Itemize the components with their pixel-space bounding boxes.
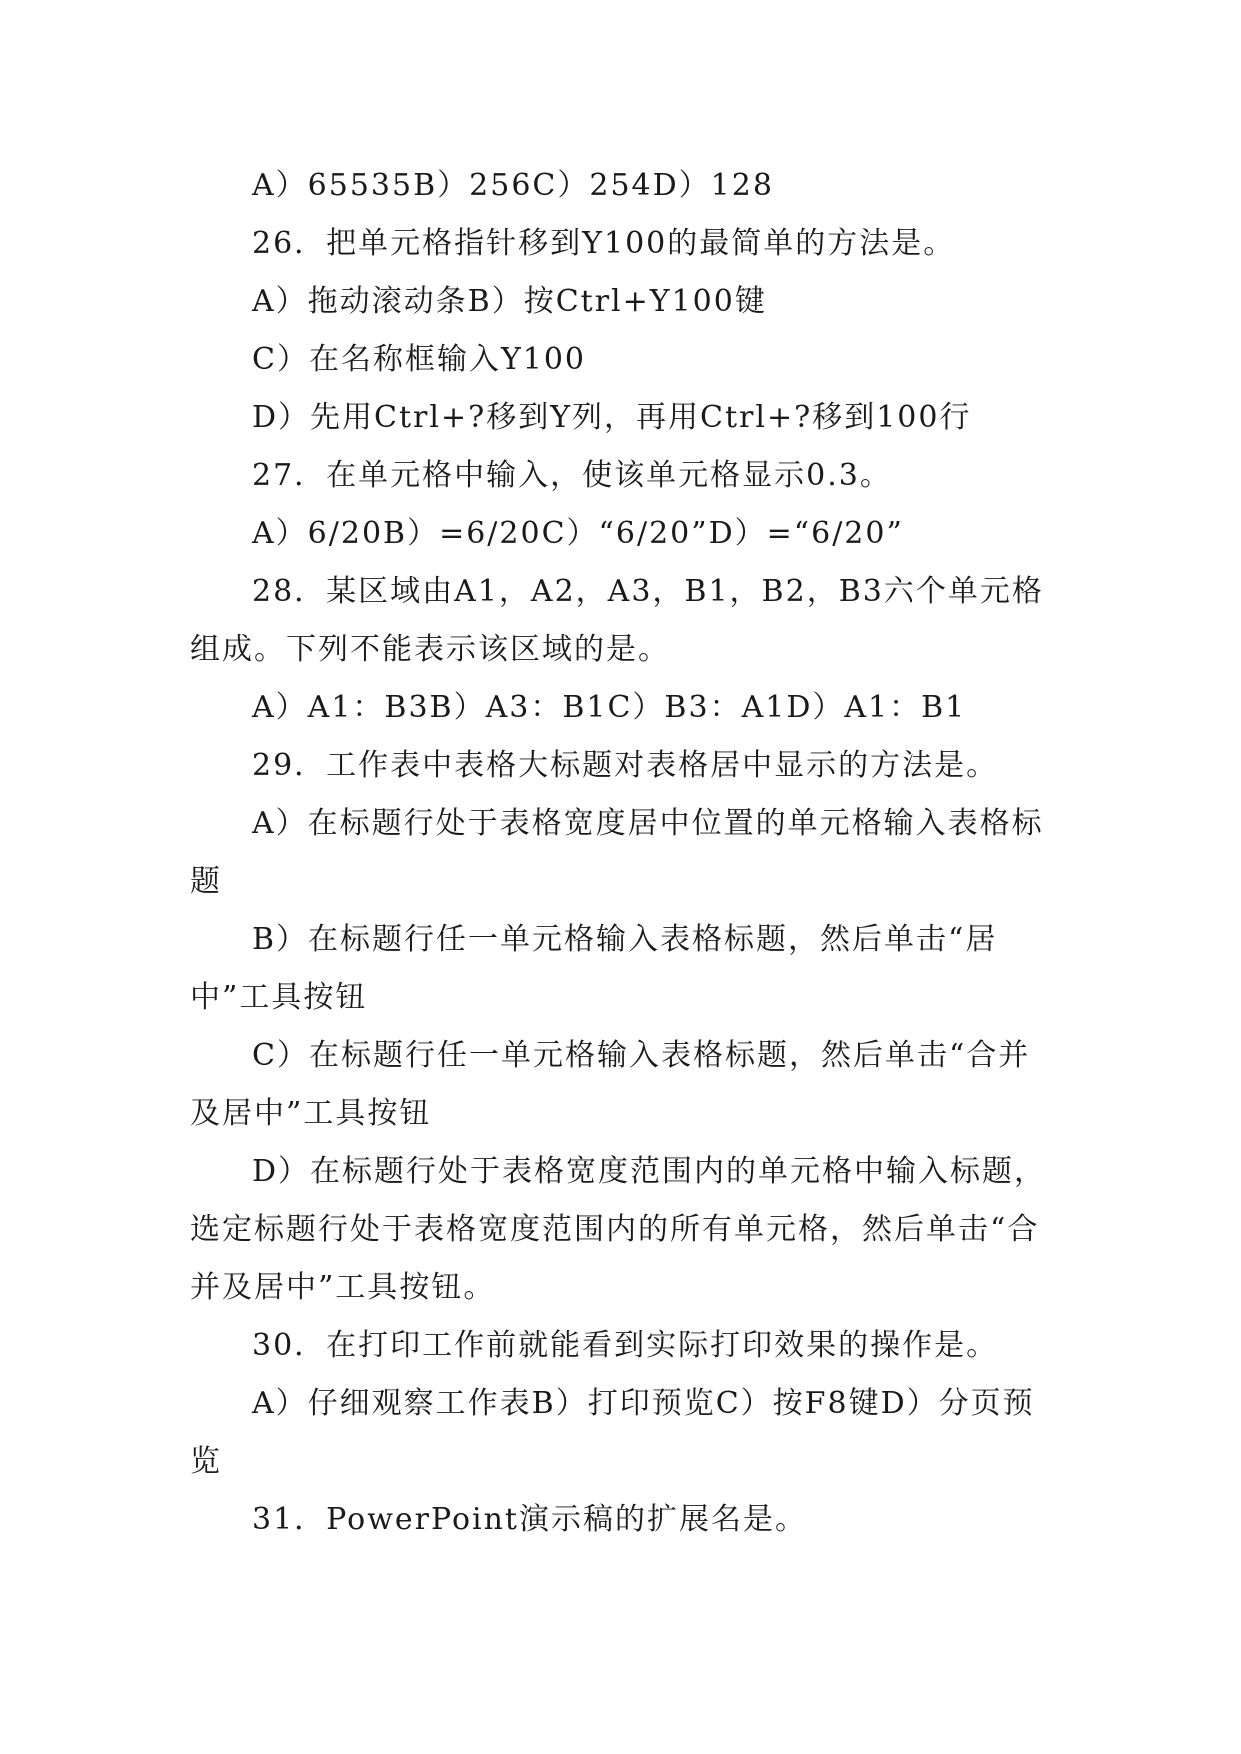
q29-option-a: A）在标题行处于表格宽度居中位置的单元格输入表格标题 [190, 806, 1044, 899]
q25-options: A）65535B）256C）254D）128 [252, 168, 774, 203]
q29-question: 29．工作表中表格大标题对表格居中显示的方法是。 [252, 748, 999, 783]
q26-option-c: C）在名称框输入Y100 [252, 342, 587, 377]
q29-option-b: B）在标题行任一单元格输入表格标题，然后单击“居中”工具按钮 [190, 922, 998, 1015]
q28-options: A）A1：B3B）A3：B1C）B3：A1D）A1：B1 [252, 690, 967, 725]
document-body [190, 157, 1050, 1549]
q26-option-d: D）先用Ctrl+?移到Y列，再用Ctrl+?移到100行 [252, 400, 972, 435]
q27-options: A）6/20B）=6/20C）“6/20”D）=“6/20” [252, 516, 904, 551]
q31-question: 31．PowerPoint演示稿的扩展名是。 [252, 1502, 807, 1537]
q30-question: 30．在打印工作前就能看到实际打印效果的操作是。 [252, 1328, 999, 1363]
q27-question: 27．在单元格中输入，使该单元格显示0.3。 [252, 458, 892, 493]
q29-option-d: D）在标题行处于表格宽度范围内的单元格中输入标题，选定标题行处于表格宽度范围内的所有单元格，然后单击“合并及居中”工具按钮。 [190, 1154, 1047, 1305]
q30-options: A）仔细观察工作表B）打印预览C）按F8键D）分页预览 [190, 1386, 1035, 1479]
q26-options-ab: A）拖动滚动条B）按Ctrl+Y100键 [252, 284, 767, 319]
q28-question: 28．某区域由A1，A2，A3，B1，B2，B3六个单元格组成。下列不能表示该区域的是。 [190, 574, 1044, 667]
q26-question: 26．把单元格指针移到Y100的最简单的方法是。 [252, 226, 956, 261]
q29-option-c: C）在标题行任一单元格输入表格标题，然后单击“合并及居中”工具按钮 [190, 1038, 1031, 1131]
